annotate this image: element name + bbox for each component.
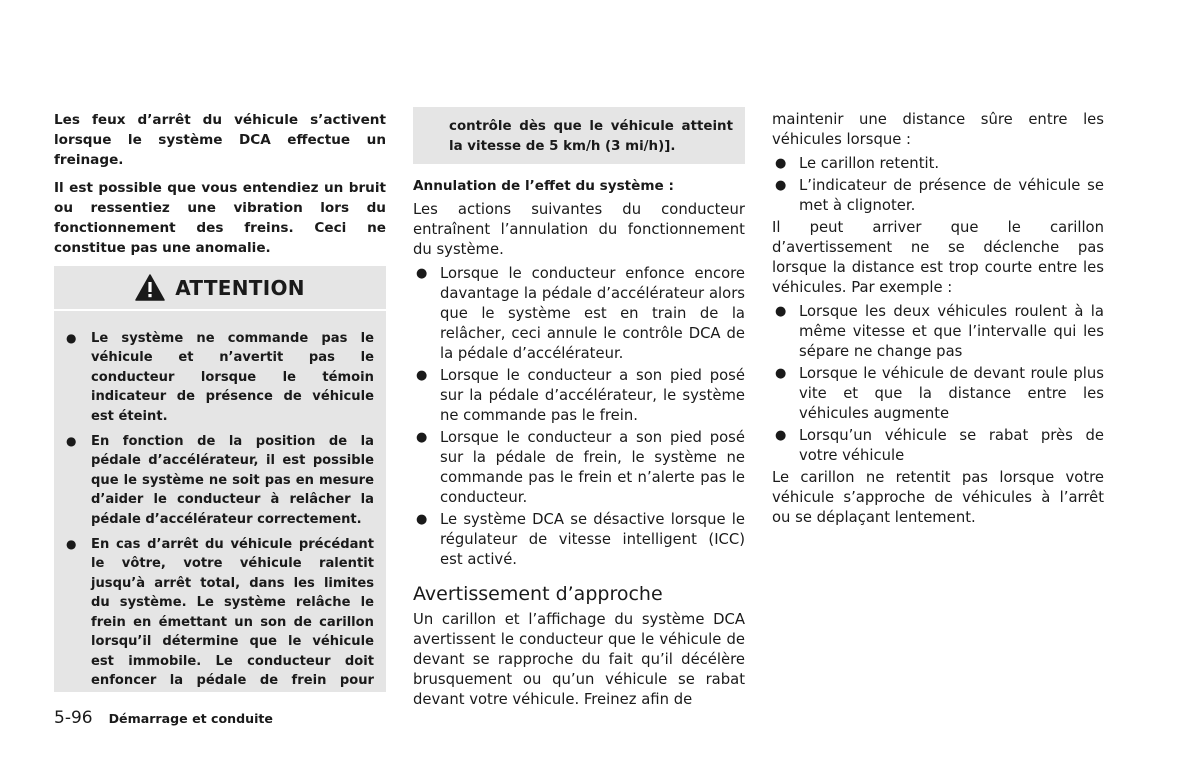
bullet-icon: ● — [66, 537, 77, 552]
bullet-icon: ● — [775, 366, 787, 381]
page-footer — [54, 708, 273, 728]
exception-paragraph: Il peut arriver que le carillon d’avertissement ne se déclenche pas lorsque la distance est trop courte entre les véhicules. Par exemple : — [772, 219, 1104, 296]
warning-header — [54, 266, 386, 311]
list-item: ● Le carillon retentit. — [775, 155, 940, 172]
bullet-icon: ● — [416, 512, 428, 527]
closing-paragraph: Le carillon ne retentit pas lorsque votre véhicule s’approche de véhicules à l’arrêt ou se déplaçant lentement. — [772, 469, 1104, 526]
list-item: ● Lorsque les deux véhicules roulent à la même vitesse et que l’intervalle qui les sépare ne change pas — [775, 303, 1104, 360]
column-left — [54, 110, 386, 692]
bullet-icon: ● — [66, 434, 77, 449]
cancel-intro: Les actions suivantes du conducteur entraînent l’annulation du fonctionnement du système. — [413, 201, 745, 258]
warning-list — [54, 311, 386, 692]
bullet-icon: ● — [416, 266, 428, 281]
warning-box — [54, 266, 386, 692]
section-title: Avertissement d’approche — [413, 583, 663, 605]
chapter-title: Démarrage et conduite — [108, 711, 273, 726]
list-item: ● Lorsque le conducteur enfonce encore davantage la pédale d’accélérateur alors que le système est en train de la relâcher, ceci annule le contrôle DCA de la pédale d’accélérateur. — [416, 265, 745, 362]
list-item: ● Lorsque le véhicule de devant roule plus vite et que la distance entre les véhicules augmente — [775, 365, 1104, 422]
noise-note: Il est possible que vous entendiez un bruit ou ressentiez une vibration lors du fonctionnement des freins. Ceci ne constitue pas une anomalie. — [54, 180, 386, 256]
intro-paragraph: maintenir une distance sûre entre les véhicules lorsque : — [772, 111, 1104, 148]
bullet-icon: ● — [775, 156, 787, 171]
bullet-icon: ● — [775, 304, 787, 319]
list-item: ● Le système DCA se désactive lorsque le régulateur de vitesse intelligent (ICC) est activé. — [416, 511, 745, 568]
warning-title: ATTENTION — [175, 275, 305, 300]
bullet-icon: ● — [66, 331, 77, 345]
column-middle — [413, 107, 745, 714]
list-item: ● L’indicateur de présence de véhicule se met à clignoter. — [775, 177, 1104, 214]
cancel-heading: Annulation de l’effet du système : — [413, 178, 674, 194]
cancel-list — [413, 264, 745, 570]
example-list — [772, 302, 1104, 466]
section-paragraph: Un carillon et l’affichage du système DCA avertissent le conducteur que le véhicule de devant se rapproche du fait qu’il décélère brusquement ou qu’un véhicule se rabat devant votre véhicule. Freinez afin de — [413, 611, 745, 708]
warning-item: ● En fonction de la position de la pédale d’accélérateur, il est possible que le système ne soit pas en mesure d’aider le conducteur à relâcher la pédale d’accélérateur correctement. — [66, 434, 374, 527]
warning-continuation-box: contrôle dès que le véhicule atteint la vitesse de 5 km/h (3 mi/h)]. — [413, 107, 745, 164]
list-item: ● Lorsque le conducteur a son pied posé sur la pédale d’accélérateur, le système ne commande pas le frein. — [416, 367, 745, 424]
alert-list — [772, 154, 1104, 216]
column-right — [772, 110, 1104, 532]
bullet-icon: ● — [775, 428, 787, 443]
bullet-icon: ● — [416, 368, 428, 383]
warning-item: ● En cas d’arrêt du véhicule précédant le vôtre, votre véhicule ralentit jusqu’à arrêt total, dans les limites du système. Le système relâche le frein en émettant un son de carillon lorsqu’il détermine que le véhicule est immobile. Le conducteur doit enfoncer la pédale de frein pour — [66, 537, 374, 688]
bullet-icon: ● — [775, 178, 787, 193]
list-item: ● Lorsque le conducteur a son pied posé sur la pédale de frein, le système ne commande pas le frein et n’alerte pas le conducteur. — [416, 429, 745, 506]
page-number: 5-96 — [54, 708, 93, 728]
list-item: ● Lorsqu’un véhicule se rabat près de votre véhicule — [775, 427, 1104, 464]
bullet-icon: ● — [416, 430, 428, 445]
warning-item: ● Le système ne commande pas le véhicule et n’avertit pas le conducteur lorsque le témoin indicateur de présence de véhicule est éteint. — [66, 331, 374, 424]
brake-light-note: Les feux d’arrêt du véhicule s’activent lorsque le système DCA effectue un freinage. — [54, 112, 386, 168]
warning-triangle-icon — [135, 274, 165, 301]
